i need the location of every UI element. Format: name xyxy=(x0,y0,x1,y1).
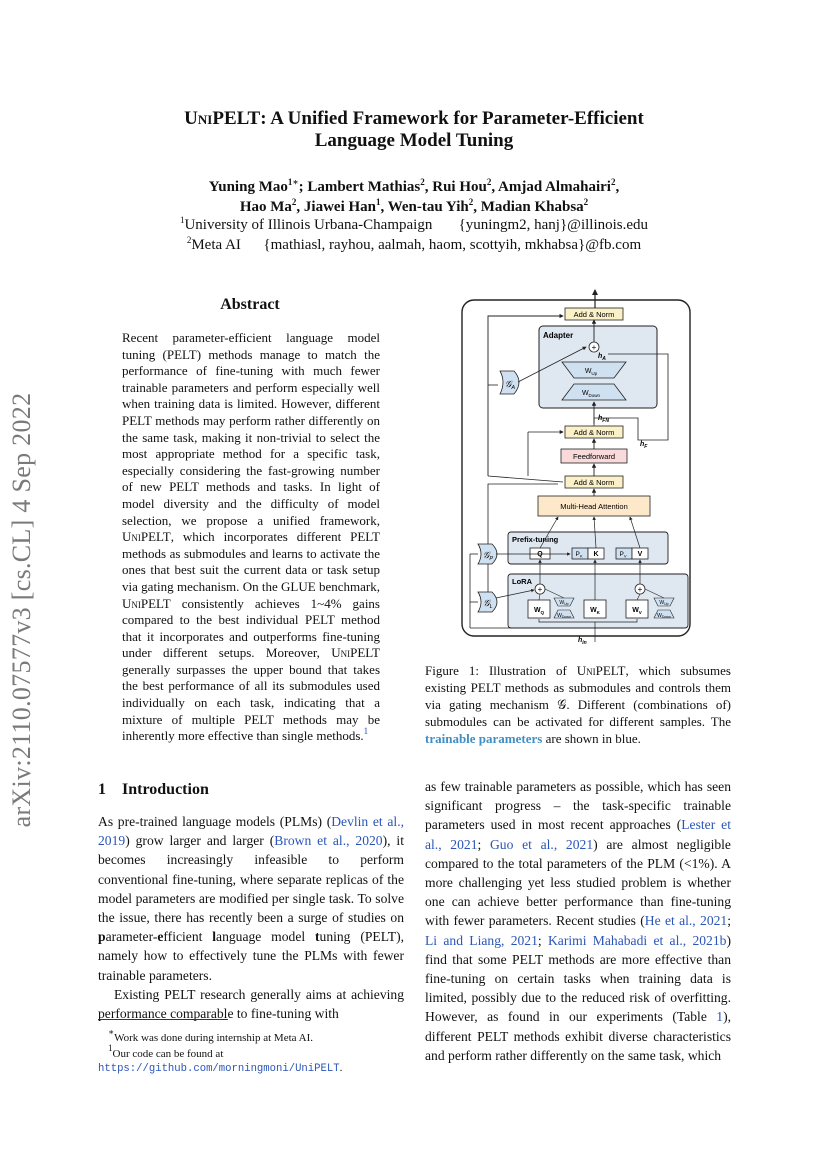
figure-1-diagram xyxy=(458,286,698,644)
citation-guo[interactable]: Guo et al., 2021 xyxy=(489,836,594,852)
author-list xyxy=(0,177,828,217)
citation-lester[interactable]: Lester et al., 2021 xyxy=(425,817,731,852)
svg-text:WV: $W_V$ xyxy=(632,607,642,615)
section-heading-introduction: 1 Introduction xyxy=(98,781,209,798)
code-link[interactable]: https://github.com/morningmoni/UniPELT xyxy=(98,1063,340,1075)
affiliations xyxy=(0,215,828,255)
svg-text:hin: $h_{in}$ xyxy=(578,637,587,644)
adapter-label: Adapter xyxy=(543,331,574,340)
citation-li-liang[interactable]: Li and Liang, 2021 xyxy=(425,932,538,948)
abstract-heading: Abstract xyxy=(220,296,280,313)
footnote-2: $^1$Our code can be found at https://github.com/morningmoni/UniPELT. xyxy=(98,1043,343,1075)
title-line2: Language Model Tuning xyxy=(314,130,514,151)
footnotes xyxy=(98,1027,404,1078)
email-2: {mathiasl, rayhou, aalmah, haom, scottyih, mkhabsa}@fb.com xyxy=(263,237,642,253)
svg-text:+: + xyxy=(537,585,543,594)
svg-text:𝒢A: 𝒢$_A$ xyxy=(504,379,516,391)
mha-label: Multi-Head Attention xyxy=(560,502,628,511)
svg-text:+: + xyxy=(591,343,597,352)
citation-devlin[interactable]: Devlin et al., 2019 xyxy=(98,814,404,849)
svg-text:WK: $W_K$ xyxy=(590,607,600,615)
svg-text:PV: $P_V$ xyxy=(619,551,627,559)
author-line-2: Hao Ma$^2$, Jiawei Han$^1$, Wen-tau Yih$^2$, Madian Khabsa$^2$ xyxy=(239,197,589,215)
abstract-text: Recent parameter-efficient language model tuning (PELT) methods manage to match the performance of fine-tuning with much fewer trainable parameters and perform especially well when training data is limited. However, different PELT methods may perform rather differently on the same task, making it non-trivial to select the most appropriate method for a specific task, especially considering the fast-growing number of new PELT methods and tasks. In light of model diversity and the difficulty of model selection, we propose a unified framework, UniPELT, which incorporates different PELT methods as submodules and learns to activate the ones that best suit the current data or task setup via gating mechanism. On the GLUE benchmark, UniPELT consistently achieves 1~4% gains compared to the best individual PELT method that it incorporates and outperforms fine-tuning under different setups. Moreover, UniPELT generally surpasses the upper bound that takes the best performance of all its submodules used individually on each task, indicating that a mixture of multiple PELT methods may be inherently more effective than single methods.$^1$ xyxy=(122,330,380,744)
figure-1-caption: Figure 1: Illustration of UniPELT, which subsumes existing PELT methods as submodules and controls them via gating mechanism 𝒢. Different (combinations of) submodules can be activated for different samples. The trainable parameters are shown in blue. xyxy=(425,663,731,746)
intro-paragraph-1: As pre-trained language models (PLMs) (Devlin et al., 2019) grow larger and larger (Brown et al., 2020), it becomes increasingly infeasible to perform conventional fine-tuning, where separate replicas of the model parameters are modified per single task. To solve the issue, there has recently been a surge of studies on parameter-efficient language model tuning (PELT), namely how to effectively tune the PLMs with fewer trainable parameters. xyxy=(98,814,404,983)
arxiv-id: arXiv:2110.07577v3 [cs.CL] 4 Sep 2022 xyxy=(7,392,36,828)
intro-right-column: as few trainable parameters as possible, which has seen significant progress – the task-specific trainable parameters used in most recent approaches (Lester et al., 2021; Guo et al., 2021) are almost negligible compared to the total parameters of the PLM (<1%). A more challenging yet less studied problem is whether one can achieve better performance than fine-tuning with fewer parameters. Recent studies (He et al., 2021; Li and Liang, 2021; Karimi Mahabadi et al., 2021b) find that some PELT methods are more effective than fine-tuning on certain tasks when training data is limited, possibly due to the reduced risk of overfitting. However, as found in our experiments (Table 1), different PELT methods exhibit diverse characteristics and perform rather differently on the same task, which xyxy=(425,779,731,1063)
svg-text:hF: $h_F$ xyxy=(640,441,648,450)
author-line-1: Yuning Mao$^{1∗}$; Lambert Mathias$^2$, Rui Hou$^2$, Amjad Almahairi$^2$, xyxy=(208,177,620,195)
intro-left-column xyxy=(98,812,404,1023)
footnote-ref-1[interactable]: 1 xyxy=(363,726,369,737)
feedforward-label: Feedforward xyxy=(572,452,616,461)
paper-title xyxy=(0,108,828,152)
prefix-label: Prefix-tuning xyxy=(512,535,559,544)
svg-text:WUp: $W_{Up}$ xyxy=(584,368,598,376)
svg-text:+: + xyxy=(637,585,643,594)
trainable-parameters-highlight: trainable parameters xyxy=(425,731,543,746)
table-ref-1[interactable]: 1 xyxy=(716,1009,724,1025)
svg-text:𝒢L: 𝒢$_L$ xyxy=(483,598,493,610)
affiliation-2: $^2$Meta AI {mathiasl, rayhou, aalmah, haom, scottyih, mkhabsa}@fb.com xyxy=(186,235,642,253)
citation-karimi[interactable]: Karimi Mahabadi et al., 2021b xyxy=(547,932,727,948)
svg-text:PK: $P_K$ xyxy=(575,551,583,559)
add-norm-low-label: Add & Norm xyxy=(573,478,615,487)
add-norm-mid-label: Add & Norm xyxy=(573,428,615,437)
lora-label: LoRA xyxy=(512,577,532,586)
intro-paragraph-2: Existing PELT research generally aims at achieving performance comparable to fine-tuning with xyxy=(98,986,404,1022)
citation-he[interactable]: He et al., 2021 xyxy=(644,913,728,929)
svg-text:V: V xyxy=(637,551,643,558)
svg-text:Q: Q xyxy=(537,551,543,558)
title-line1: : A Unified Framework for Parameter-Efficient xyxy=(260,108,644,129)
svg-text:hFN: $h_{FN}$ xyxy=(598,415,609,424)
footnote-rule xyxy=(98,1019,228,1020)
svg-text:WDown: $W_{Down}$ xyxy=(657,613,671,619)
svg-text:K: K xyxy=(593,551,599,558)
svg-text:WQ: $W_Q$ xyxy=(533,607,545,615)
arxiv-stamp xyxy=(2,375,42,845)
svg-text:hA: $h_A$ xyxy=(598,353,606,362)
svg-text:𝒢P: 𝒢$_P$ xyxy=(482,550,494,562)
citation-brown[interactable]: Brown et al., 2020 xyxy=(274,833,383,849)
footnote-1: ∗Work was done during internship at Meta AI. xyxy=(108,1027,314,1044)
title-unipelt: UniPELT xyxy=(184,108,261,129)
email-1: {yuningm2, hanj}@illinois.edu xyxy=(458,217,649,233)
svg-text:WDown: $W_{Down}$ xyxy=(581,390,601,398)
svg-text:WDown: $W_{Down}$ xyxy=(557,613,571,619)
svg-text:WUp: $W_{Up}$ xyxy=(559,600,569,606)
add-norm-top-label: Add & Norm xyxy=(573,310,615,319)
svg-text:WUp: $W_{Up}$ xyxy=(659,600,669,606)
affiliation-1: $^1$University of Illinois Urbana-Champaign {yuningm2, hanj}@illinois.edu xyxy=(179,215,649,233)
